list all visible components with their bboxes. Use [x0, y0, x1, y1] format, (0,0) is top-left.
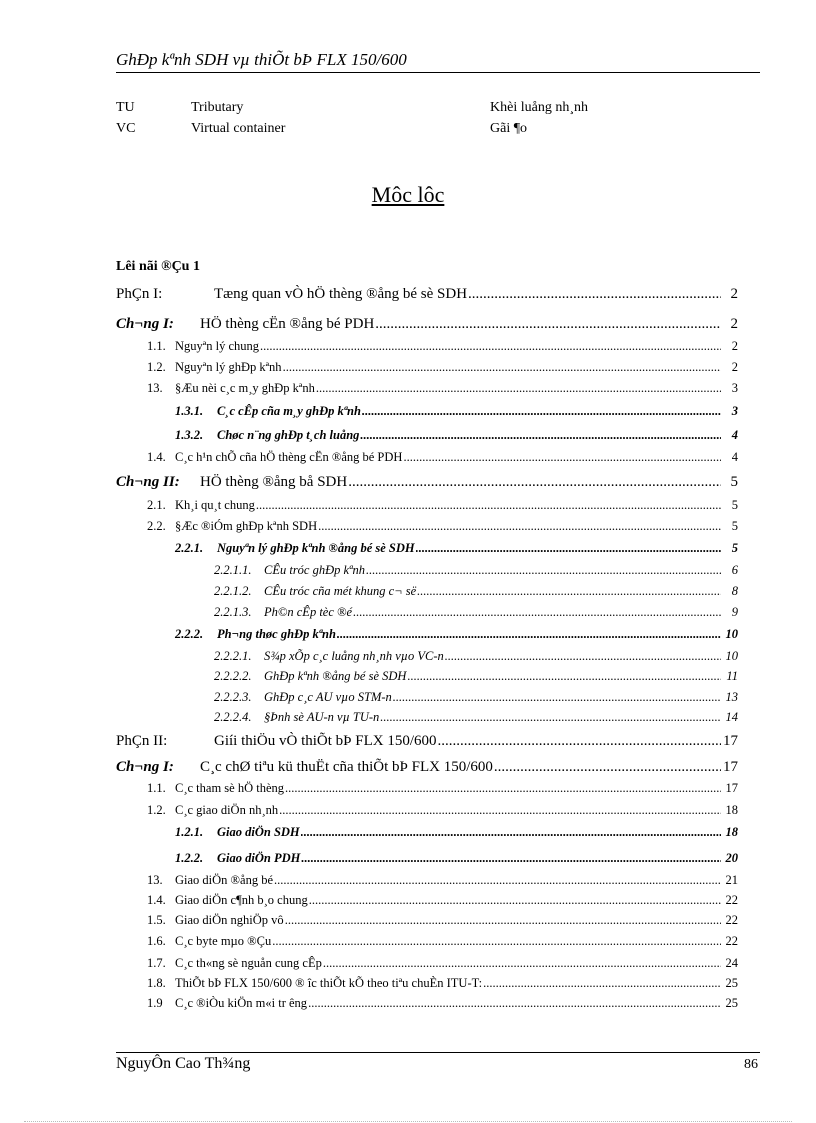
toc-entry-number: 2.2.2.4. [214, 710, 252, 724]
toc-entry-page: 25 [725, 976, 738, 990]
toc-entry-page: 18 [725, 825, 738, 839]
toc-entry-page: 20 [725, 851, 738, 865]
toc-entry [147, 803, 738, 818]
toc-entry-title: CÊu tróc ghÐp kªnh [264, 563, 366, 577]
toc-entry-title: C¸c byte mµo ®Çu [175, 934, 272, 948]
toc-entry-title: C¸c ®iÒu kiÖn m«i tr êng [175, 996, 308, 1010]
toc-entry-number: 2.2.2. [175, 627, 204, 641]
toc-entry-title: CÊu tróc cña mét khung c¬ së [264, 584, 417, 598]
toc-entry [116, 316, 738, 333]
toc-entry-page: 5 [731, 541, 738, 555]
toc-leader-dots [407, 669, 721, 684]
toc-entry [147, 913, 738, 928]
toc-entry-number: 2.1. [147, 498, 166, 512]
toc-entry-title: C¸c th«ng sè nguån cung cÊp [175, 956, 322, 970]
abbr-vietnamese: Gãi ¶o [490, 121, 528, 136]
toc-leader-dots [494, 759, 721, 776]
toc-leader-dots [285, 781, 721, 796]
toc-entry-number: 1.4. [147, 893, 166, 907]
toc-entry [147, 956, 738, 971]
toc-leader-dots [256, 498, 721, 513]
toc-entry-page: 13 [725, 690, 738, 704]
toc-entry [175, 825, 738, 840]
toc-entry-page: 9 [731, 605, 738, 619]
toc-entry-page: 2 [730, 286, 738, 302]
toc-leader-dots [279, 803, 721, 818]
toc-entry-number: PhÇn II: [116, 733, 168, 749]
header-title: GhÐp kªnh SDH vµ thiÕt bÞ FLX 150/600 [116, 50, 407, 69]
toc-leader-dots [260, 339, 721, 354]
toc-leader-dots [316, 381, 721, 396]
toc-entry-title: C¸c tham sè hÖ thèng [175, 781, 285, 795]
toc-leader-dots [380, 710, 721, 725]
toc-entry-number: Ch¬ng I: [116, 759, 174, 775]
toc-entry-page: 2 [731, 339, 738, 353]
toc-entry [116, 733, 738, 750]
abbr-code: VC [116, 121, 136, 136]
toc-title-text: Môc lôc [371, 182, 445, 207]
toc-entry-page: 25 [725, 996, 738, 1010]
toc-entry-title: GhÐp c¸c AU vµo STM-n [264, 690, 392, 704]
toc-preface: Lêi nãi ®Çu 1 [116, 259, 200, 274]
toc-entry [147, 339, 738, 354]
toc-entry-number: 2.2.2.1. [214, 649, 252, 663]
toc-entry-page: 8 [731, 584, 738, 598]
toc-entry-title: §Æu nèi c¸c m¸y ghÐp kªnh [175, 381, 315, 395]
toc-entry-title: C¸c giao diÖn nh¸nh [175, 803, 279, 817]
toc-entry-title: GhÐp kªnh ®ång bé sè SDH [264, 669, 407, 683]
toc-entry-title: Nguyªn lý ghÐp kªnh [175, 360, 282, 374]
toc-leader-dots [323, 956, 721, 971]
toc-entry-page: 4 [731, 450, 738, 464]
toc-leader-dots [393, 690, 721, 705]
toc-leader-dots [416, 541, 721, 556]
toc-entry-page: 2 [731, 360, 738, 374]
toc-entry-page: 22 [725, 893, 738, 907]
toc-entry-number: 1.8. [147, 976, 166, 990]
toc-entry-page: 5 [730, 474, 738, 490]
toc-entry [147, 360, 738, 375]
toc-entry [214, 710, 738, 725]
abbr-english: Tributary [191, 100, 244, 115]
toc-entry-page: 3 [731, 404, 738, 418]
toc-entry-title: Giao diÖn ®ång bé [175, 873, 274, 887]
toc-entry-number: 1.2. [147, 360, 166, 374]
toc-entry-number: 2.2. [147, 519, 166, 533]
toc-entry-title: Ph¬ng thøc ghÐp kªnh [217, 627, 336, 641]
toc-entry-number: 2.2.1.1. [214, 563, 252, 577]
toc-entry-number: PhÇn I: [116, 286, 163, 302]
toc-entry-page: 10 [725, 649, 738, 663]
toc-leader-dots [360, 428, 721, 443]
page-header [116, 50, 760, 73]
toc-entry-title: Giao diÖn c¶nh b¸o chung [175, 893, 308, 907]
toc-title [0, 182, 816, 208]
toc-entry-page: 14 [725, 710, 738, 724]
toc-entry-page: 17 [723, 733, 738, 749]
toc-entry-title: Tæng quan vÒ hÖ thèng ®ång bé sè SDH [214, 286, 468, 302]
toc-entry [175, 627, 738, 642]
toc-leader-dots [403, 450, 721, 465]
toc-leader-dots [362, 404, 721, 419]
toc-leader-dots [348, 474, 721, 491]
toc-entry-title: Giao diÖn nghiÖp vô [175, 913, 284, 927]
toc-entry [116, 286, 738, 303]
toc-entry-number: 13. [147, 381, 163, 395]
toc-entry [175, 541, 738, 556]
toc-entry-number: Ch¬ng I: [116, 316, 174, 332]
toc-entry-title: ThiÕt bÞ FLX 150/600 ® îc thiÕt kÕ theo tiªu chuÈn ITU-T: [175, 976, 483, 990]
footer-page-number: 86 [744, 1057, 758, 1072]
toc-entry [116, 474, 738, 491]
toc-entry-page: 17 [725, 781, 738, 795]
toc-entry-title: §Æc ®iÓm ghÐp kªnh SDH [175, 519, 318, 533]
toc-leader-dots [337, 627, 721, 642]
toc-entry [175, 428, 738, 443]
toc-entry-number: 1.7. [147, 956, 166, 970]
toc-entry-number: 2.2.2.3. [214, 690, 252, 704]
toc-leader-dots [353, 605, 721, 620]
toc-entry-title: Giao diÖn PDH [217, 851, 301, 865]
toc-entry [214, 690, 738, 705]
toc-entry-number: 1.2.1. [175, 825, 204, 839]
toc-entry-page: 11 [726, 669, 738, 683]
toc-entry [147, 498, 738, 513]
toc-entry-number: 1.2. [147, 803, 166, 817]
toc-entry-title: Ph©n cÊp tèc ®é [264, 605, 353, 619]
toc-entry-number: 1.1. [147, 339, 166, 353]
page-footer [116, 1052, 760, 1072]
toc-entry-title: §Þnh sè AU-n vµ TU-n [264, 710, 380, 724]
toc-entry-page: 22 [725, 913, 738, 927]
toc-entry-number: 1.3.2. [175, 428, 204, 442]
toc-entry [147, 781, 738, 796]
toc-leader-dots [274, 873, 721, 888]
toc-entry-page: 10 [725, 627, 738, 641]
toc-leader-dots [366, 563, 721, 578]
toc-entry-title: Giíi thiÖu vÒ thiÕt bÞ FLX 150/600 [214, 733, 437, 749]
toc-entry-title: Nguyªn lý ghÐp kªnh ®ång bé sè SDH [217, 541, 415, 555]
toc-entry-page: 2 [730, 316, 738, 332]
toc-leader-dots [318, 519, 721, 534]
toc-entry-title: C¸c cÊp cña m¸y ghÐp kªnh [217, 404, 361, 418]
toc-entry-number: 1.3.1. [175, 404, 204, 418]
toc-entry-title: C¸c chØ tiªu kü thuËt cña thiÕt bÞ FLX 150/600 [200, 759, 493, 775]
toc-entry [147, 893, 738, 908]
toc-entry [214, 605, 738, 620]
toc-entry-title: Giao diÖn SDH [217, 825, 300, 839]
toc-entry-title: S¾p xÕp c¸c luång nh¸nh vµo VC-n [264, 649, 444, 663]
toc-leader-dots [308, 996, 721, 1011]
toc-leader-dots [283, 360, 721, 375]
toc-entry [214, 649, 738, 664]
toc-entry-title: Nguyªn lý chung [175, 339, 259, 353]
toc-entry [147, 976, 738, 991]
abbr-code: TU [116, 100, 135, 115]
toc-entry-number: 2.2.1.2. [214, 584, 252, 598]
toc-entry [214, 669, 738, 684]
toc-entry [147, 381, 738, 396]
abbr-vietnamese: Khèi luång nh¸nh [490, 100, 588, 115]
toc-entry [147, 519, 738, 534]
toc-entry-number: 1.9 [147, 996, 163, 1010]
toc-entry-number: 1.1. [147, 781, 166, 795]
toc-entry-number: 1.2.2. [175, 851, 204, 865]
toc-entry-page: 4 [731, 428, 738, 442]
toc-leader-dots [309, 893, 721, 908]
toc-entry [214, 584, 738, 599]
toc-entry-page: 18 [725, 803, 738, 817]
toc-entry-number: 2.2.2.2. [214, 669, 252, 683]
toc-entry-number: 2.2.1.3. [214, 605, 252, 619]
toc-entry-title: C¸c h¹n chÕ cña hÖ thèng cËn ®ång bé PDH [175, 450, 403, 464]
toc-entry-page: 22 [725, 934, 738, 948]
toc-entry [147, 996, 738, 1011]
toc-leader-dots [445, 649, 721, 664]
toc-entry-number: 1.5. [147, 913, 166, 927]
toc-entry [147, 934, 738, 949]
toc-entry-title: HÖ thèng ®ång bå SDH [200, 474, 348, 490]
toc-leader-dots [301, 851, 721, 866]
toc-entry [147, 873, 738, 888]
toc-leader-dots [272, 934, 721, 949]
toc-entry-number: Ch¬ng II: [116, 474, 180, 490]
toc-leader-dots [483, 976, 721, 991]
toc-entry [175, 404, 738, 419]
toc-entry-title: Kh¸i qu¸t chung [175, 498, 255, 512]
toc-entry-number: 1.6. [147, 934, 166, 948]
toc-entry-number: 13. [147, 873, 163, 887]
toc-entry-page: 24 [725, 956, 738, 970]
toc-entry [214, 563, 738, 578]
toc-entry-page: 21 [725, 873, 738, 887]
toc-entry-title: HÖ thèng cËn ®ång bé PDH [200, 316, 375, 332]
toc-entry-page: 3 [731, 381, 738, 395]
toc-entry-page: 5 [731, 498, 738, 512]
toc-entry [116, 759, 738, 776]
toc-entry [147, 450, 738, 465]
toc-entry-number: 1.4. [147, 450, 166, 464]
toc-leader-dots [285, 913, 721, 928]
toc-entry-title: Chøc n¨ng ghÐp t¸ch luång [217, 428, 360, 442]
toc-leader-dots [438, 733, 721, 750]
toc-entry-page: 5 [731, 519, 738, 533]
toc-leader-dots [417, 584, 721, 599]
toc-entry [175, 851, 738, 866]
toc-entry-number: 2.2.1. [175, 541, 204, 555]
toc-leader-dots [375, 316, 721, 333]
toc-entry-page: 6 [731, 563, 738, 577]
abbr-english: Virtual container [191, 121, 286, 136]
toc-entry-page: 17 [723, 759, 738, 775]
page-edge-divider [24, 1121, 792, 1122]
toc-leader-dots [301, 825, 721, 840]
footer-author: NguyÔn Cao Th¾ng [116, 1055, 251, 1072]
toc-leader-dots [468, 286, 721, 303]
